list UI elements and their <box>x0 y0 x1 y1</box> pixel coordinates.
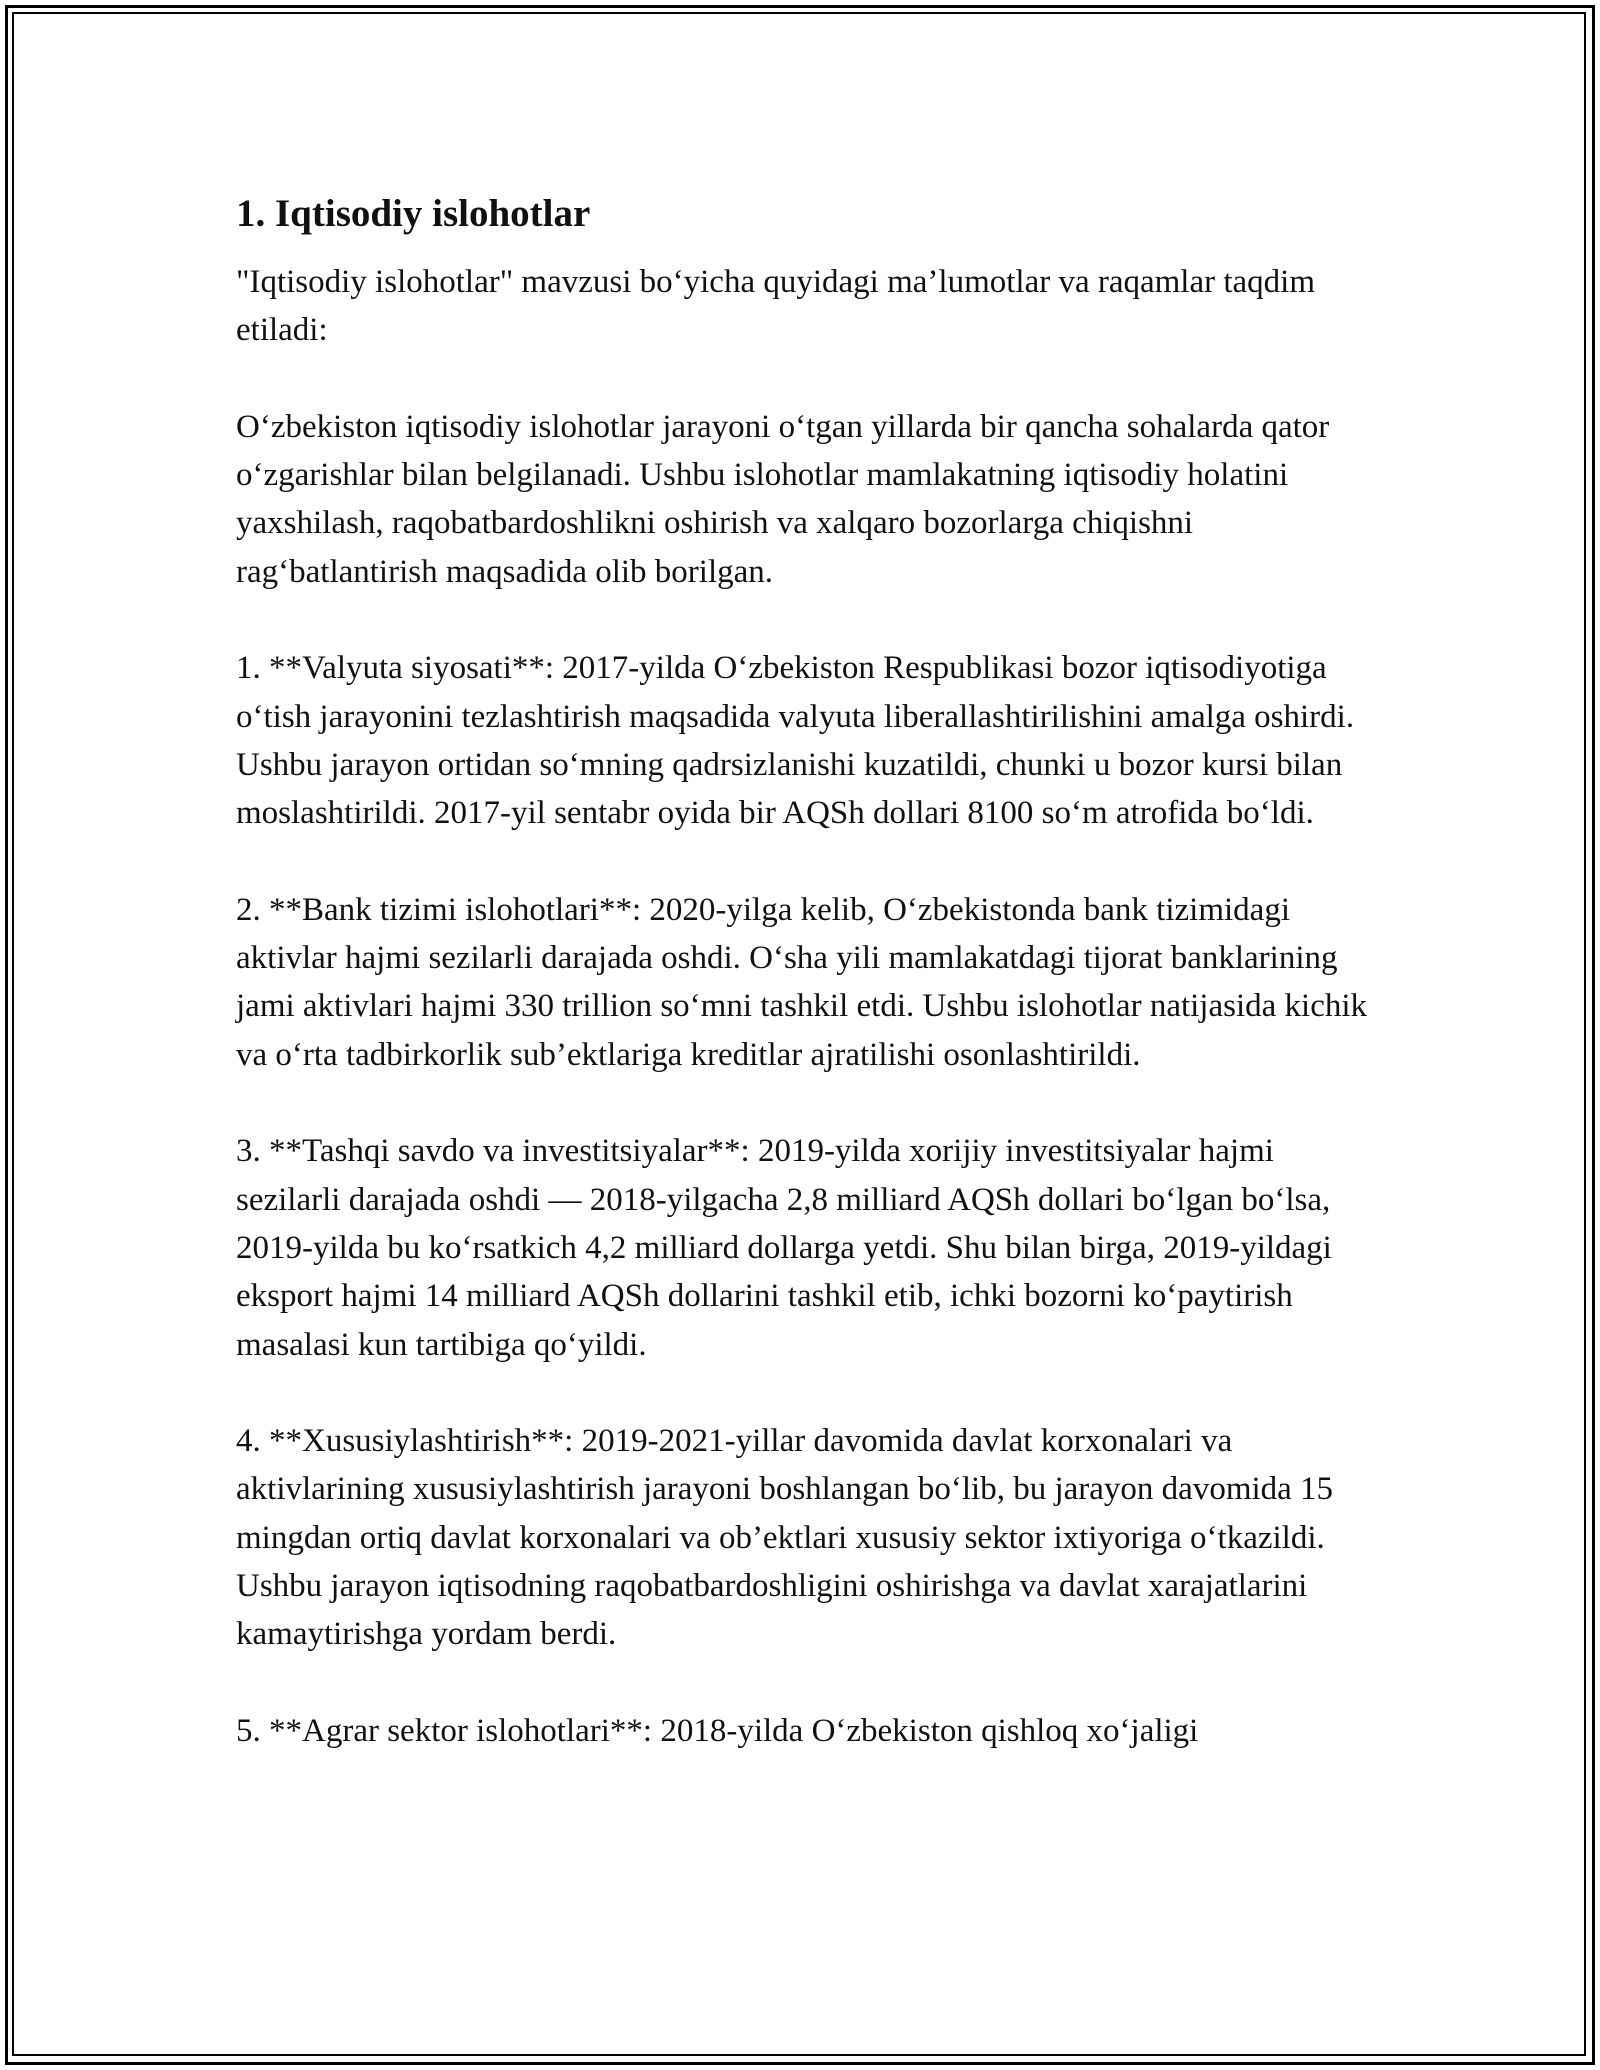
document-body <box>236 186 1376 1804</box>
list-item-privatization: 4. **Xususiylashtirish**: 2019-2021-yillar davomida davlat korxonalari va aktivlarining xususiylashtirish jarayoni boshlangan bo‘lib, bu jarayon davomida 15 mingdan ortiq davlat korxonalari va ob’ektlari xususiy sektor ixtiyoriga o‘tkazildi. Ushbu jarayon iqtisodning raqobatbardoshligini oshirishga va davlat xarajatlarini kamaytirishga yordam berdi. <box>236 1423 1334 1653</box>
list-item-agrarian-reforms: 5. **Agrar sektor islohotlari**: 2018-yilda O‘zbekiston qishloq xo‘jaligi <box>236 1712 1199 1749</box>
section-heading: 1. Iqtisodiy islohotlar <box>236 192 591 235</box>
list-item-currency-policy: 1. **Valyuta siyosati**: 2017-yilda O‘zbekiston Respublikasi bozor iqtisodiyotiga o‘tish jarayonini tezlashtirish maqsadida valyuta liberallashtirilishini amalga oshirdi. Ushbu jarayon ortidan so‘mning qadrsizlanishi kuzatildi, chunki u bozor kursi bilan moslashtirildi. 2017-yil sentabr oyida bir AQSh dollari 8100 so‘m atrofida bo‘ldi. <box>236 650 1355 832</box>
list-item-banking-reforms: 2. **Bank tizimi islohotlari**: 2020-yilga kelib, O‘zbekistonda bank tizimidagi aktivlar hajmi sezilarli darajada oshdi. O‘sha yili mamlakatdagi tijorat banklarining jami aktivlari hajmi 330 trillion so‘mni tashkil etdi. Ushbu islohotlar natijasida kichik va o‘rta tadbirkorlik sub’ektlariga kreditlar ajratilishi osonlashtirildi. <box>236 891 1368 1073</box>
intro-paragraph: "Iqtisodiy islohotlar" mavzusi bo‘yicha quyidagi ma’lumotlar va raqamlar taqdim etiladi: <box>236 264 1316 349</box>
list-item-trade-investment: 3. **Tashqi savdo va investitsiyalar**: 2019-yilda xorijiy investitsiyalar hajmi sezilarli darajada oshdi — 2018-yilgacha 2,8 milliard AQSh dollari bo‘lgan bo‘lsa, 2019-yilda bu ko‘rsatkich 4,2 milliard dollarga yetdi. Shu bilan birga, 2019-yildagi eksport hajmi 14 milliard AQSh dollarini tashkil etib, ichki bozorni ko‘paytirish masalasi kun tartibiga qo‘yildi. <box>236 1133 1332 1363</box>
overview-paragraph: O‘zbekiston iqtisodiy islohotlar jarayoni o‘tgan yillarda bir qancha sohalarda qator o‘zgarishlar bilan belgilanadi. Ushbu islohotlar mamlakatning iqtisodiy holatini yaxshilash, raqobatbardoshlikni oshirish va xalqaro bozorlarga chiqishni rag‘batlantirish maqsadida olib borilgan. <box>236 408 1330 590</box>
